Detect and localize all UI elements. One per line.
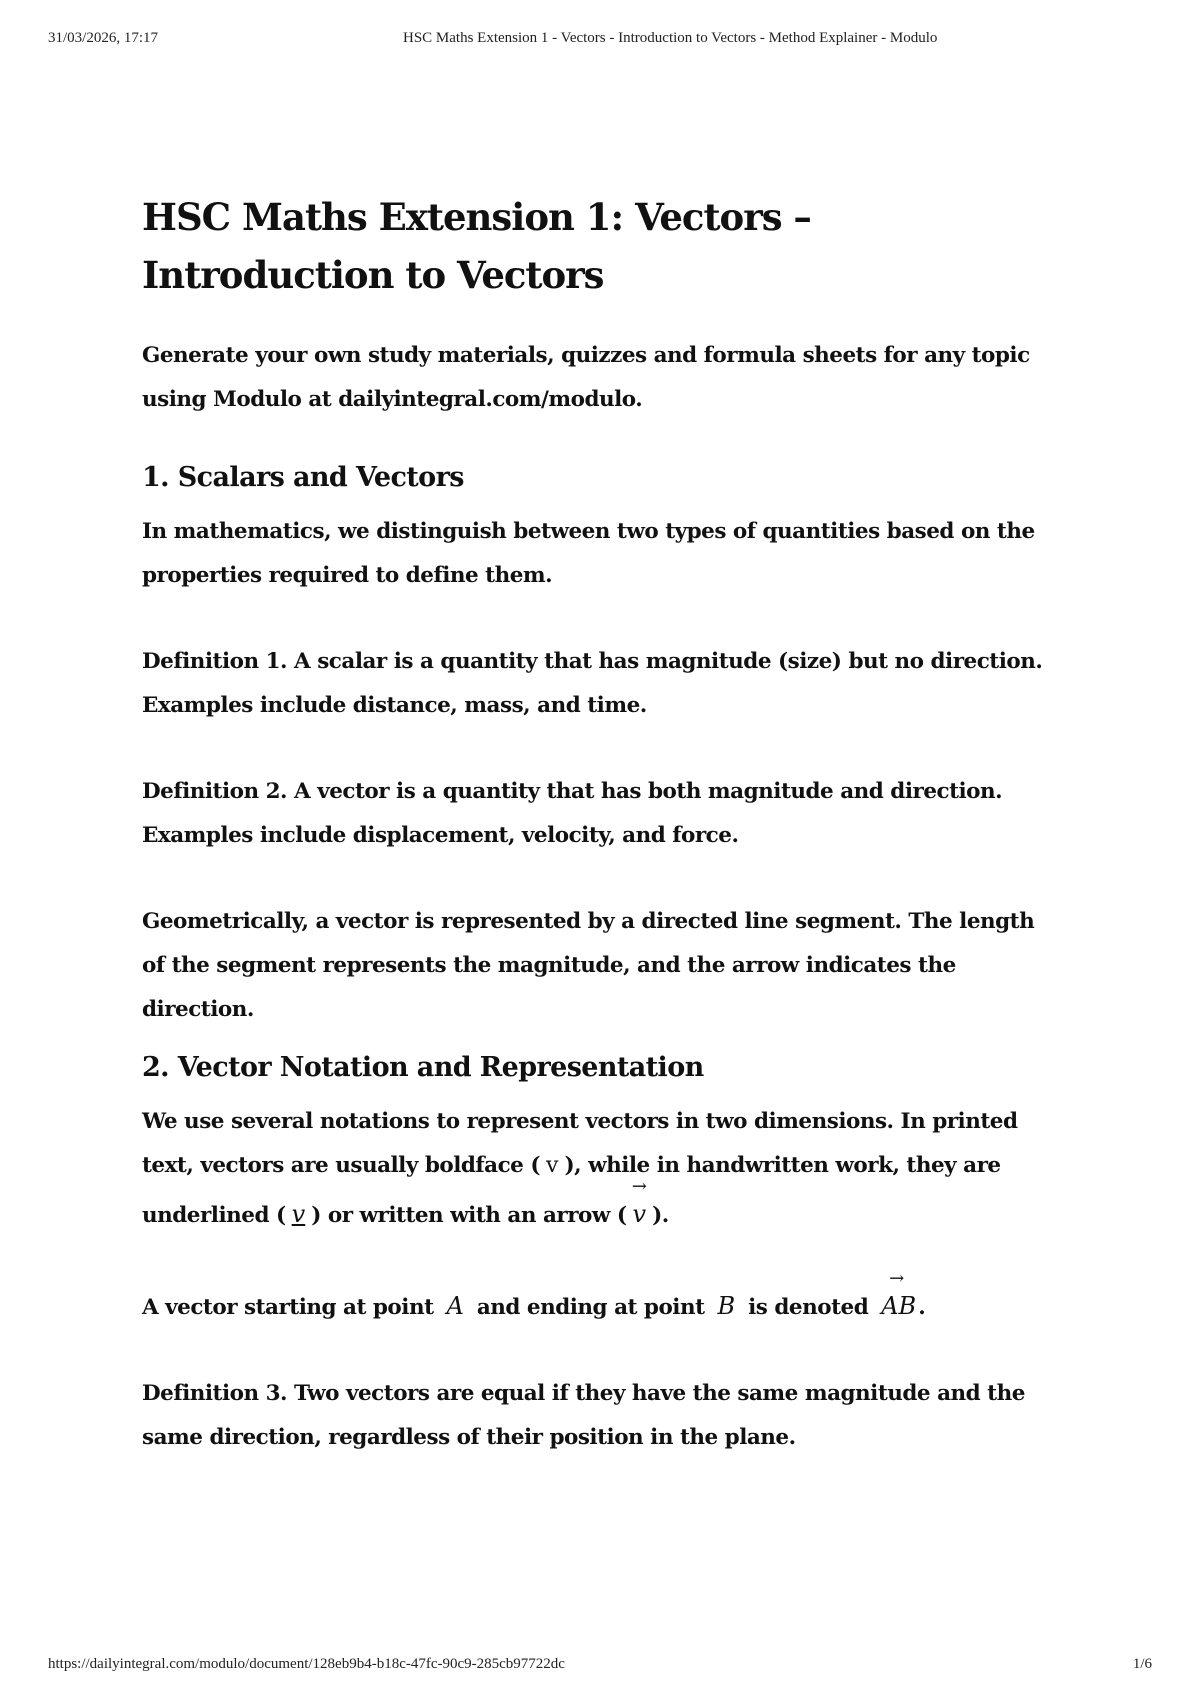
definition-3-label: Definition 3. bbox=[142, 1381, 288, 1406]
print-date: 31/03/2026, 17:17 bbox=[48, 30, 159, 46]
intro-paragraph: Generate your own study materials, quizzes and formula sheets for any topic using Modulo at dailyintegral.com/modulo. bbox=[142, 343, 1030, 412]
vector-arrow-icon: → bbox=[889, 1268, 905, 1289]
definition-2-label: Definition 2. bbox=[142, 779, 288, 804]
notation-paragraph bbox=[142, 1100, 1062, 1238]
notation-text-2: ), while in handwritten work, they are underlined ( bbox=[142, 1153, 1001, 1228]
section-heading-scalars-vectors: 1. Scalars and Vectors bbox=[142, 462, 464, 493]
scalars-intro-paragraph: In mathematics, we distinguish between two types of quantities based on the properties required to define them. bbox=[142, 519, 1035, 588]
vector-arrow-icon: → bbox=[631, 1176, 647, 1197]
vector-ab-letters: AB bbox=[881, 1292, 917, 1320]
notation-text-4: ). bbox=[652, 1203, 669, 1228]
print-url: https://dailyintegral.com/modulo/document/128eb9b4-b18c-47fc-90c9-285cb97722dc bbox=[48, 1656, 565, 1672]
vector-ab-symbol bbox=[875, 1268, 918, 1328]
vector-ab-text-3: is denoted bbox=[741, 1295, 876, 1320]
arrow-v-symbol bbox=[627, 1176, 653, 1236]
page-number: 1/6 bbox=[1132, 1656, 1152, 1672]
notation-text-3: ) or written with an arrow ( bbox=[311, 1203, 627, 1228]
vector-ab-text-4: . bbox=[918, 1295, 926, 1320]
vector-ab-text-2: and ending at point bbox=[469, 1295, 712, 1320]
notation-text-1: We use several notations to represent vectors in two dimensions. In printed text, vectors are usually boldface ( bbox=[142, 1109, 1018, 1178]
point-b-symbol: B bbox=[717, 1292, 736, 1320]
definition-1-label: Definition 1. bbox=[142, 649, 288, 674]
definition-2 bbox=[142, 770, 1062, 858]
boldface-v-symbol: v bbox=[546, 1153, 559, 1178]
definition-3-text: Two vectors are equal if they have the same magnitude and the same direction, regardless of their position in the plane. bbox=[142, 1381, 1025, 1450]
definition-1-text: A scalar is a quantity that has magnitude (size) but no direction. Examples include distance, mass, and time. bbox=[142, 649, 1043, 718]
vector-ab-paragraph bbox=[142, 1268, 1062, 1330]
point-a-symbol: A bbox=[446, 1292, 464, 1320]
definition-2-text: A vector is a quantity that has both magnitude and direction. Examples include displacement, velocity, and force. bbox=[142, 779, 1003, 848]
vector-ab-text-1: A vector starting at point bbox=[142, 1295, 441, 1320]
print-footer bbox=[48, 1656, 1152, 1678]
definition-1 bbox=[142, 640, 1062, 728]
geometric-paragraph: Geometrically, a vector is represented by a directed line segment. The length of the segment represents the magnitude, and the arrow indicates the direction. bbox=[142, 909, 1035, 1022]
section-heading-notation: 2. Vector Notation and Representation bbox=[142, 1052, 704, 1083]
page-title: HSC Maths Extension 1: Vectors – Introduction to Vectors bbox=[142, 195, 811, 297]
document-body bbox=[142, 188, 1062, 1460]
print-header bbox=[48, 30, 1152, 52]
underlined-v-symbol: v bbox=[291, 1200, 306, 1228]
definition-3 bbox=[142, 1372, 1062, 1460]
print-title: HSC Maths Extension 1 - Vectors - Introduction to Vectors - Method Explainer - Modulo bbox=[403, 30, 938, 46]
arrow-v-letter: v bbox=[632, 1200, 647, 1228]
